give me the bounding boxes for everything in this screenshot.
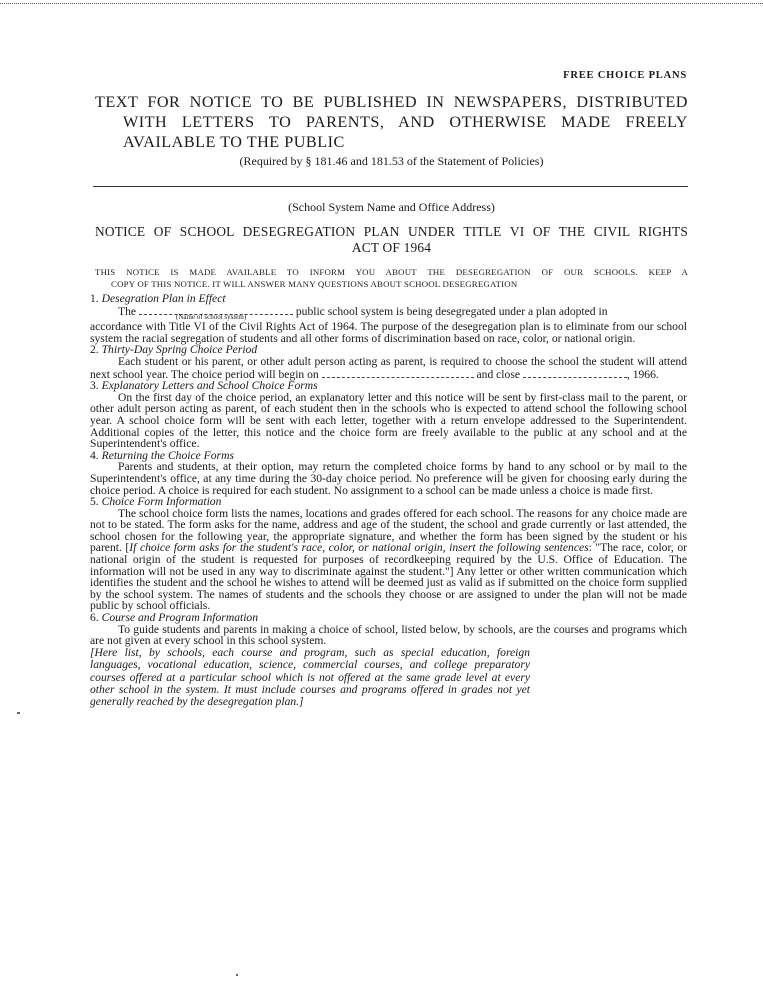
course-list-instruction: [Here list, by schools, each course and program, such as special education, foreign languages, vocational education, science, commercial courses, and college preparatory courses offered at a particular school which is not offered at the same grade level at every other school in the system. It must include courses and programs offered in grades not yet generally reached by the desegregation plan.] bbox=[90, 645, 530, 709]
section-3-heading: 3. Explanatory Letters and School Choice Forms bbox=[90, 379, 318, 393]
choice-period-close-blank bbox=[523, 368, 627, 378]
section-5-italic-instruction: If choice form asks for the student's race, color, or national origin, insert the following sentences bbox=[129, 541, 589, 555]
notice-title bbox=[95, 224, 688, 256]
section-1-text: accordance with Title VI of the Civil Rights Act of 1964. The purpose of the desegregation plan is to eliminate from our school system the racial segregation of students and all other forms of discrimination based on race, color, or national origin. bbox=[90, 320, 687, 345]
section-4-title: Returning the Choice Forms bbox=[101, 448, 234, 462]
section-3-title: Explanatory Letters and School Choice Forms bbox=[101, 379, 318, 393]
section-6-heading: 6. Course and Program Information bbox=[90, 611, 259, 625]
heading-line-1: TEXT FOR NOTICE TO BE PUBLISHED IN NEWSPAPERS, DISTRIBUTED bbox=[95, 93, 688, 111]
section-5-title: Choice Form Information bbox=[101, 495, 222, 509]
keep-copy-notice-line-1: THIS NOTICE IS MADE AVAILABLE TO INFORM YOU ABOUT THE DESEGREGATION OF OUR SCHOOLS. KEEP A bbox=[95, 267, 688, 277]
school-system-name-label: (Name of school system) bbox=[176, 313, 247, 322]
page-speck bbox=[236, 974, 238, 976]
section-6-text: To guide students and parents in making a choice of school, listed below, by schools, are the courses and programs which are not given at every school in this school system. bbox=[90, 622, 687, 648]
notice-body bbox=[90, 293, 687, 709]
section-2-heading: 2. Thirty-Day Spring Choice Period bbox=[90, 343, 258, 357]
choice-period-begin-blank bbox=[322, 368, 474, 378]
keep-copy-notice-line-2: COPY OF THIS NOTICE. IT WILL ANSWER MANY QUESTIONS ABOUT SCHOOL DESEGREGATION bbox=[111, 279, 518, 289]
section-1-title: Desegration Plan in Effect bbox=[101, 292, 226, 305]
section-2-text: Each student or his parent, or other adult person acting as parent, is required to choose the school the student will attend next school year. The choice period will begin on and close , 1966. bbox=[90, 354, 687, 381]
heading-line-2: WITH LETTERS TO PARENTS, AND OTHERWISE MADE FREELY bbox=[123, 113, 688, 131]
school-name-placeholder: (School System Name and Office Address) bbox=[288, 200, 495, 214]
page-heading bbox=[95, 92, 688, 152]
top-dotted-rule bbox=[0, 3, 763, 4]
section-2-title: Thirty-Day Spring Choice Period bbox=[101, 343, 258, 357]
margin-mark bbox=[17, 712, 20, 714]
section-5-text: The school choice form lists the names, locations and grades offered for each school. The reasons for any choice made are not to be stated. The form asks for the name, address and age of the student, the school and grade currently or last attended, the school chosen for the following year, the appropriate signature, and whether the form has been signed by the student or his parent. [If choice form asks for the student's race, color, or national origin, insert the following sentences: "The race, color, or national origin of the student is requested for purposes of recordkeeping required by the U.S. Office of Education. The information will not be used in any way to discriminate against the student."] Any letter or other written communication which identifies the student and the school he wishes to attend will be deemed just as valid as if submitted on the choice form supplied by the school system. The names of students and the schools they choose or are assigned to under the plan will not be made public by school officials. bbox=[90, 506, 687, 613]
section-divider bbox=[93, 186, 688, 187]
heading-line-3: AVAILABLE TO THE PUBLIC bbox=[123, 133, 345, 151]
section-6-title: Course and Program Information bbox=[101, 611, 259, 625]
section-1-first-line: The public school system is being desegregated under a plan adopted in bbox=[118, 304, 608, 318]
section-5-heading: 5. Choice Form Information bbox=[90, 495, 222, 509]
keep-copy-notice bbox=[95, 266, 688, 290]
running-head: FREE CHOICE PLANS bbox=[563, 70, 687, 81]
notice-title-line-1: NOTICE OF SCHOOL DESEGREGATION PLAN UNDER TITLE VI OF THE CIVIL RIGHTS bbox=[95, 224, 688, 239]
section-1-heading: 1. Desegration Plan in Effect bbox=[90, 292, 226, 305]
section-4-text: Parents and students, at their option, may return the completed choice forms by hand to any school or by mail to the Superintendent's office, at any time during the 30-day choice period. No preference will be given for choosing early during the choice period. A choice is required for each student. No assignment to a school can be made unless a choice is made first. bbox=[90, 460, 687, 497]
notice-title-line-2: ACT OF 1964 bbox=[351, 240, 432, 255]
section-3-text: On the first day of the choice period, an explanatory letter and this notice will be sent by first-class mail to the parent, or other adult person acting as parent, of each student then in the schools who is expected to attend school the following school year. A school choice form will be sent with each letter, together with a return envelope addressed to the Superintendent. Additional copies of the letter, this notice and the choice form are freely available to the public at any school and at the Superintendent's office. bbox=[90, 390, 687, 451]
required-by-note: (Required by § 181.46 and 181.53 of the Statement of Policies) bbox=[239, 154, 544, 168]
section-4-heading: 4. Returning the Choice Forms bbox=[90, 448, 234, 462]
